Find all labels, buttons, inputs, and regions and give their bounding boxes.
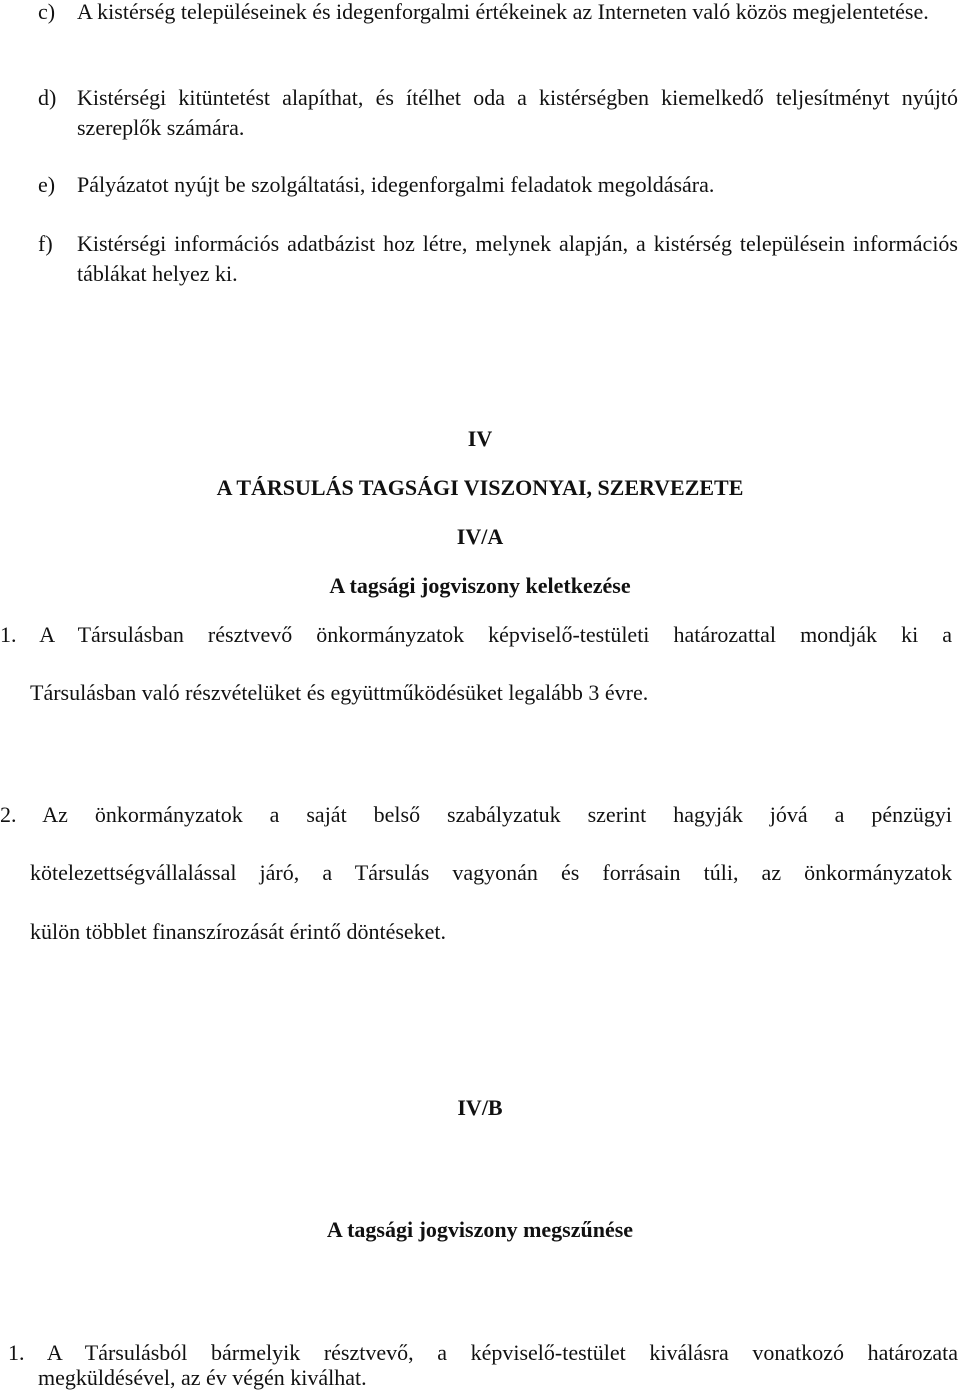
section-b-paragraph-1 xyxy=(0,1338,960,1394)
list-item-text: Kistérségi kitüntetést alapíthat, és ítélhet oda a kistérségben kiemelkedő teljesítményt nyújtó szereplők számára. xyxy=(77,85,958,140)
section-a-number: IV/A xyxy=(456,524,504,549)
section-a-title: A tagsági jogviszony keletkezése xyxy=(329,573,631,598)
paragraph-line: kötelezettségvállalással járó, a Társulás vagyonán és forrásain túli, az önkormányzatok xyxy=(30,860,952,885)
paragraph-line: 2. Az önkormányzatok a saját belső szabályzatuk szerint hagyják jóvá a pénzügyi xyxy=(0,802,952,827)
list-item-f xyxy=(0,229,958,289)
list-item-c xyxy=(0,0,958,27)
list-marker: e) xyxy=(38,172,56,197)
list-item-e xyxy=(0,170,958,200)
section-b-title: A tagsági jogviszony megszűnése xyxy=(326,1217,634,1242)
paragraph-line: 1. A Társulásban résztvevő önkormányzatok képviselő-testületi határozattal mondják ki a xyxy=(0,622,952,647)
chapter-number: IV xyxy=(467,426,493,451)
section-b-number: IV/B xyxy=(457,1095,503,1120)
paragraph-line: 1. A Társulásból bármelyik résztvevő, a képviselő-testület kiválásra vonatkozó határozata xyxy=(8,1340,958,1365)
list-item-text: A kistérség településeinek és idegenforgalmi értékeinek az Interneten való közös megjelentetése. xyxy=(77,0,929,24)
paragraph-line: Társulásban való részvételüket és együttműködésüket legalább 3 évre. xyxy=(30,680,649,705)
list-item-text: Pályázatot nyújt be szolgáltatási, idegenforgalmi feladatok megoldására. xyxy=(77,172,715,197)
list-marker: d) xyxy=(38,85,57,110)
list-item-text: Kistérségi információs adatbázist hoz létre, melynek alapján, a kistérség településein információs táblákat helyez ki. xyxy=(77,231,958,286)
list-marker: c) xyxy=(38,0,56,24)
section-a-paragraph-2 xyxy=(0,800,960,950)
paragraph-line: megküldésével, az év végén kiválhat. xyxy=(38,1365,367,1390)
chapter-title: A TÁRSULÁS TAGSÁGI VISZONYAI, SZERVEZETE xyxy=(216,475,744,500)
list-item-d xyxy=(0,83,958,143)
list-marker: f) xyxy=(38,231,53,256)
paragraph-line: külön többlet finanszírozását érintő döntéseket. xyxy=(30,919,447,944)
section-a-paragraph-1 xyxy=(0,620,960,720)
